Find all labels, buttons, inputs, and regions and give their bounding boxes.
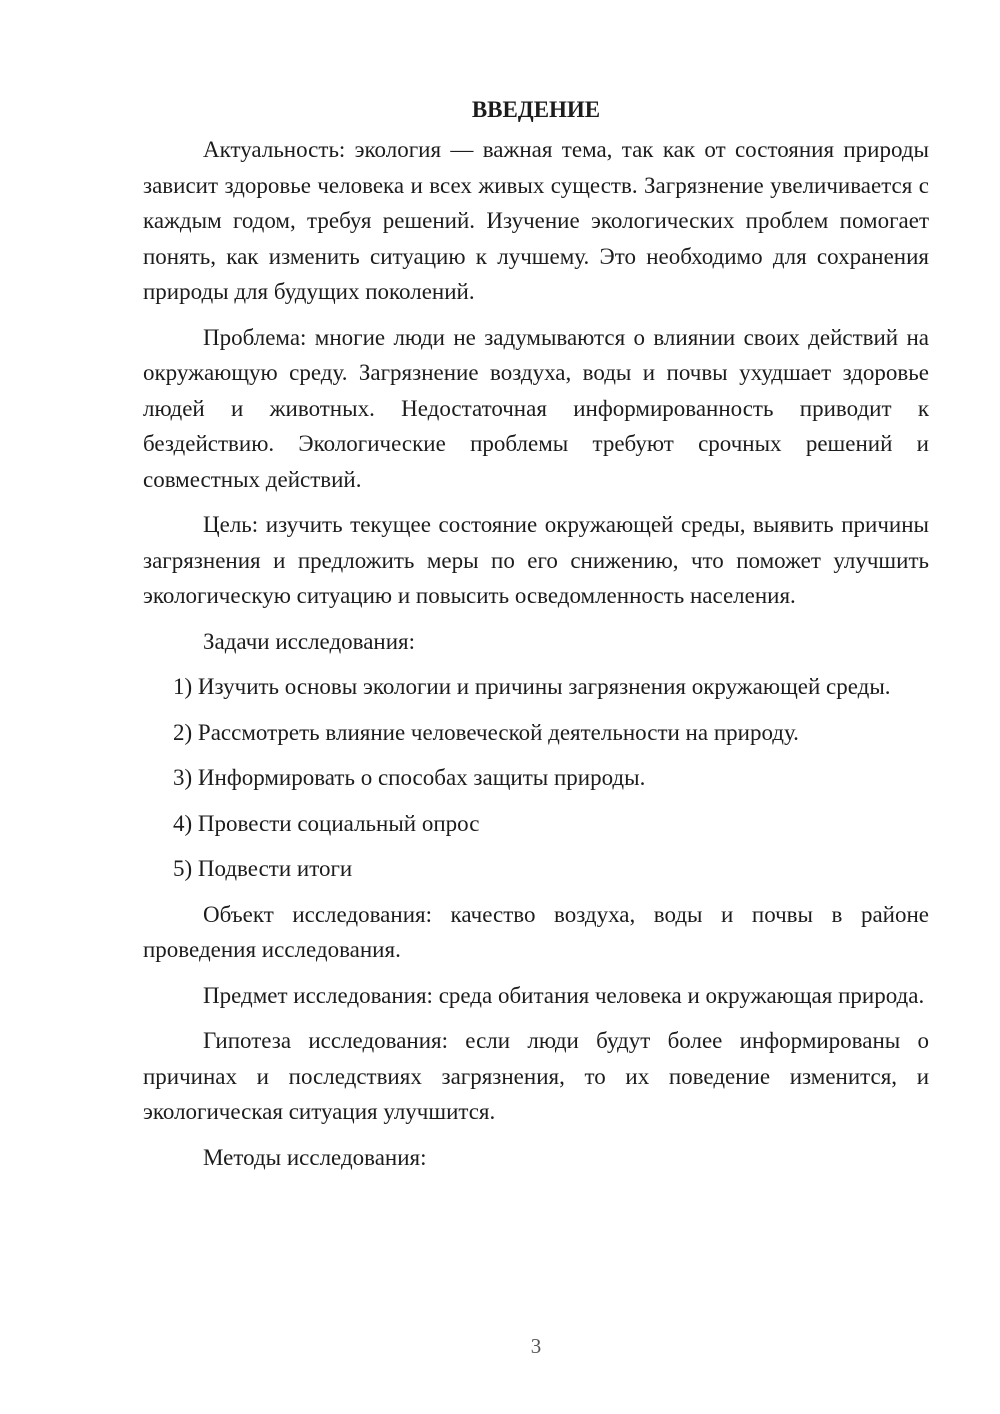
task-item-3: 3) Информировать о способах защиты природы. (173, 765, 646, 790)
task-item-5: 5) Подвести итоги (173, 856, 353, 881)
page-number: 3 (530, 1334, 542, 1358)
task-item-2: 2) Рассмотреть влияние человеческой деятельности на природу. (173, 719, 799, 745)
tasks-list (143, 669, 929, 887)
problem-paragraph: Проблема: многие люди не задумываются о влиянии своих действий на окружающую среду. Загрязнение воздуха, воды и почвы ухудшает здоровье людей и животных. Недостаточная информированность приводит к бездействию. Экологические проблемы требуют срочных решений и совместных действий. (143, 324, 929, 492)
methods-heading: Методы исследования: (203, 1144, 427, 1170)
hypothesis-paragraph: Гипотеза исследования: если люди будут более информированы о причинах и последствиях загрязнения, то их поведение изменится, и экологическая ситуация улучшится. (143, 1028, 929, 1124)
section-heading: ВВЕДЕНИЕ (471, 97, 601, 122)
page-content (143, 92, 929, 1185)
object-paragraph: Объект исследования: качество воздуха, воды и почвы в районе проведения исследования. (143, 901, 929, 962)
goal-paragraph: Цель: изучить текущее состояние окружающей среды, выявить причины загрязнения и предложить меры по его снижению, что поможет улучшить экологическую ситуацию и повысить осведомленность населения. (143, 512, 929, 608)
task-item-1: 1) Изучить основы экологии и причины загрязнения окружающей среды. (173, 674, 891, 699)
tasks-heading: Задачи исследования: (203, 628, 416, 654)
task-item-4: 4) Провести социальный опрос (173, 810, 480, 836)
relevance-paragraph: Актуальность: экология — важная тема, так как от состояния природы зависит здоровье человека и всех живых существ. Загрязнение увеличивается с каждым годом, требуя решений. Изучение экологических проблем помогает понять, как изменить ситуацию к лучшему. Это необходимо для сохранения природы для будущих поколений. (143, 137, 929, 304)
subject-paragraph: Предмет исследования: среда обитания человека и окружающая природа. (203, 982, 925, 1008)
